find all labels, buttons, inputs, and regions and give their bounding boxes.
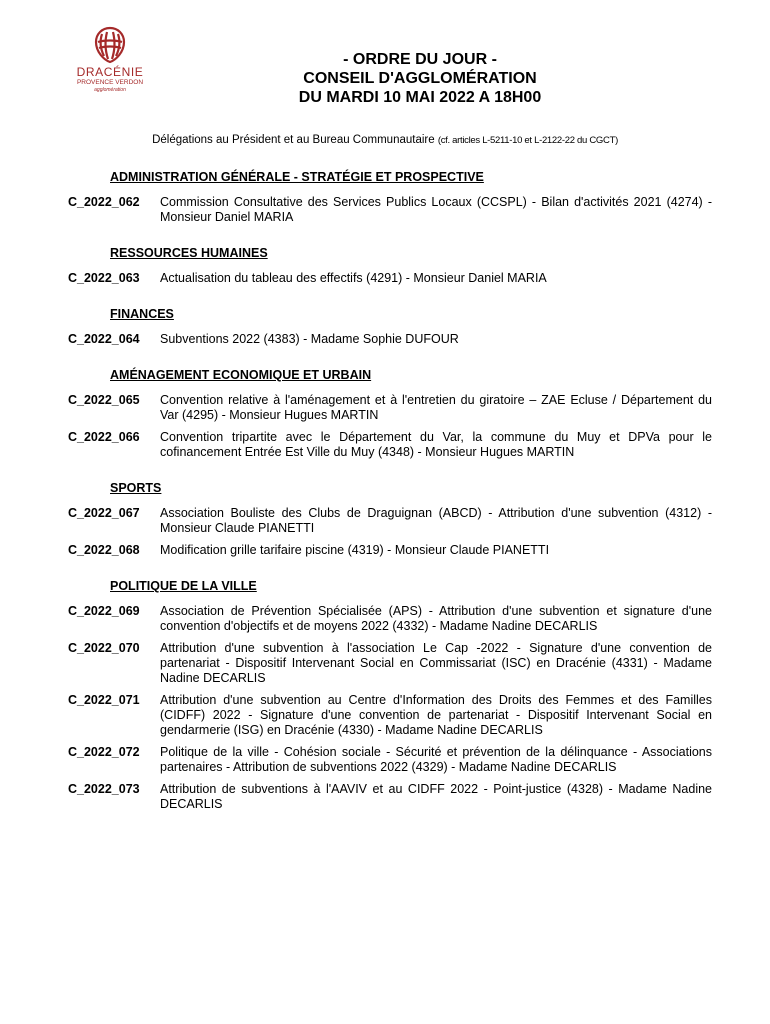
item-text: Actualisation du tableau des effectifs (4291) - Monsieur Daniel MARIA [160, 271, 547, 285]
item-code: C_2022_072 [68, 745, 140, 759]
item-code: C_2022_070 [68, 641, 140, 655]
item-code: C_2022_062 [68, 195, 140, 209]
item-text: Modification grille tarifaire piscine (4319) - Monsieur Claude PIANETTI [160, 543, 550, 557]
agenda-section [68, 481, 712, 558]
agenda-item [68, 195, 712, 225]
item-code: C_2022_066 [68, 430, 140, 444]
item-code: C_2022_067 [68, 506, 140, 520]
agenda-content [68, 170, 712, 833]
agenda-section [68, 579, 712, 812]
delegations-text: Délégations au Président et au Bureau Communautaire [152, 134, 435, 146]
item-code: C_2022_073 [68, 782, 140, 796]
item-text: Subventions 2022 (4383) - Madame Sophie DUFOUR [160, 332, 459, 346]
item-text: Association de Prévention Spécialisée (APS) - Attribution d'une subvention et signature d'une convention d'objectifs et de moyens 2022 (4332) - Madame Nadine DECARLIS [160, 604, 712, 633]
item-text: Commission Consultative des Services Publics Locaux (CCSPL) - Bilan d'activités 2021 (4274) - Monsieur Daniel MARIA [160, 195, 712, 224]
agenda-item [68, 506, 712, 536]
logo-emblem-icon [92, 26, 128, 64]
page-title [200, 50, 640, 107]
agenda-item [68, 693, 712, 738]
item-text: Attribution d'une subvention à l'association Le Cap -2022 - Signature d'une convention de partenariat - Dispositif Intervenant Social en Commissariat (ISC) en Dracénie (4331) - Madame Nadine DECARLIS [160, 641, 712, 685]
section-title: SPORTS [110, 481, 162, 495]
item-text: Attribution de subventions à l'AAVIV et au CIDFF 2022 - Point-justice (4328) - Madame Nadine DECARLIS [160, 782, 712, 811]
item-text: Association Bouliste des Clubs de Draguignan (ABCD) - Attribution d'une subvention (4312) - Monsieur Claude PIANETTI [160, 506, 712, 535]
agenda-section [68, 170, 712, 225]
agenda-item [68, 604, 712, 634]
agenda-item [68, 543, 712, 558]
logo-name: DRACÉNIE [76, 65, 144, 79]
agenda-item [68, 745, 712, 775]
agenda-section [68, 368, 712, 460]
item-text: Convention relative à l'aménagement et à l'entretien du giratoire – ZAE Ecluse / Département du Var (4295) - Monsieur Hugues MARTIN [160, 393, 712, 422]
agenda-section [68, 246, 712, 286]
title-line-1: - ORDRE DU JOUR - [343, 51, 497, 68]
item-code: C_2022_063 [68, 271, 140, 285]
agenda-item [68, 430, 712, 460]
agenda-item [68, 641, 712, 686]
delegations-reference: (cf. articles L-5211-10 et L-2122-22 du CGCT) [437, 135, 618, 146]
logo-region: PROVENCE VERDON [76, 79, 144, 86]
agenda-item [68, 332, 712, 347]
title-line-3: DU MARDI 10 MAI 2022 A 18H00 [298, 89, 542, 106]
item-code: C_2022_068 [68, 543, 140, 557]
agenda-item [68, 393, 712, 423]
item-code: C_2022_069 [68, 604, 140, 618]
section-title: FINANCES [110, 307, 174, 321]
item-text: Convention tripartite avec le Département du Var, la commune du Muy et DPVa pour le cofinancement Entrée Est Ville du Muy (4348) - Monsieur Hugues MARTIN [160, 430, 712, 459]
item-text: Politique de la ville - Cohésion sociale - Sécurité et prévention de la délinquance - Associations partenaires - Attribution de subventions 2022 (4329) - Madame Nadine DECARLIS [160, 745, 712, 774]
agenda-item [68, 271, 712, 286]
item-code: C_2022_064 [68, 332, 140, 346]
agenda-item [68, 782, 712, 812]
delegations-line [0, 134, 770, 146]
agenda-section [68, 307, 712, 347]
item-code: C_2022_065 [68, 393, 140, 407]
section-title: ADMINISTRATION GÉNÉRALE - STRATÉGIE ET PROSPECTIVE [110, 170, 484, 184]
logo [70, 26, 150, 106]
section-title: AMÉNAGEMENT ECONOMIQUE ET URBAIN [110, 368, 372, 382]
section-title: POLITIQUE DE LA VILLE [110, 579, 257, 593]
item-text: Attribution d'une subvention au Centre d'Information des Droits des Femmes et des Familles (CIDFF) 2022 - Signature d'une convention de partenariat - Dispositif Intervenant Social en gendarmerie (ISG) en Dracénie (4330) - Madame Nadine DECARLIS [160, 693, 712, 737]
section-title: RESSOURCES HUMAINES [110, 246, 268, 260]
logo-type: agglomération [94, 87, 126, 93]
title-line-2: CONSEIL D'AGGLOMÉRATION [303, 70, 537, 87]
item-code: C_2022_071 [68, 693, 140, 707]
